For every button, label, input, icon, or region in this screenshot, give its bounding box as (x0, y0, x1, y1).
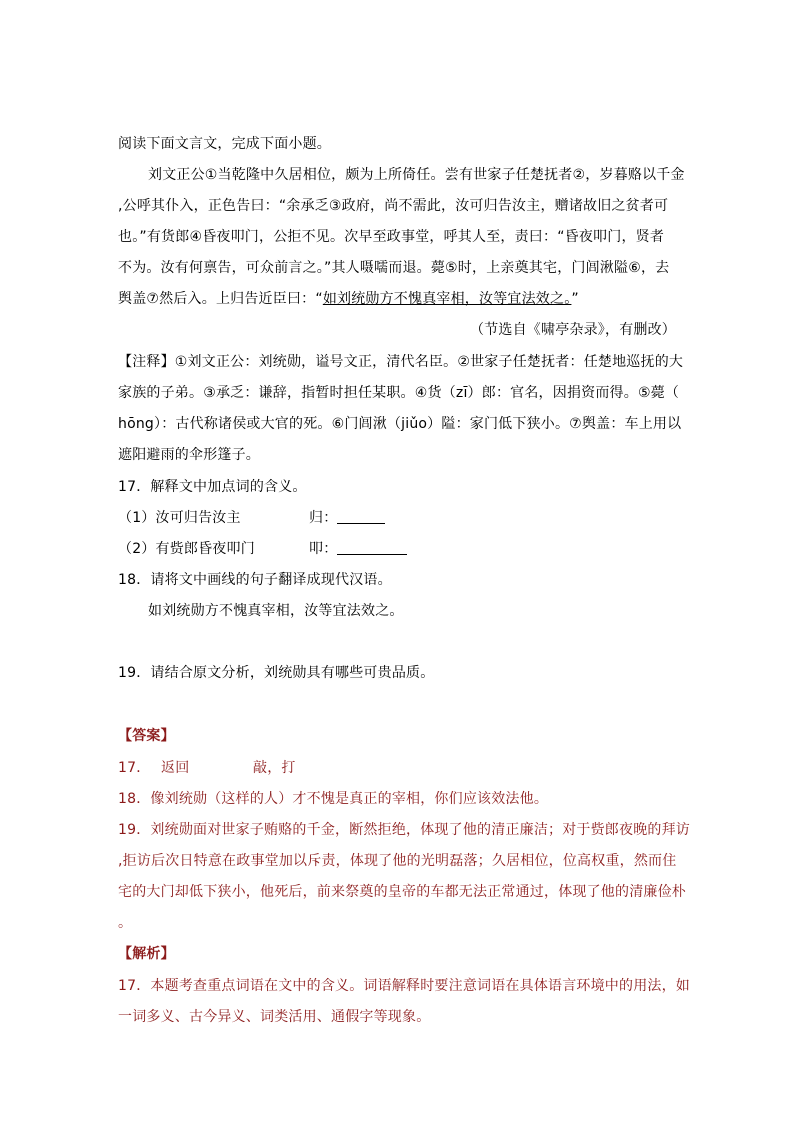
passage-text: 舆盖⑦然后入。上归告近臣曰：“ (118, 291, 323, 307)
passage-line: 刘文正公①当乾隆中久居相位，颇为上所倚任。尝有世家子任楚抚者②，岁暮赂以千金 (148, 167, 685, 183)
notes-line: 【注释】①刘文正公：刘统勋，谥号文正，清代名臣。②世家子任楚抚者：任楚地巡抚的大 (118, 354, 684, 370)
question-18-sentence: 如刘统勋方不愧真宰相，汝等宜法效之。 (148, 603, 404, 619)
notes-line: hōng）：古代称诸侯或大官的死。⑥门闾湫（jiǔo）隘：家门低下狭小。⑦舆盖：车上用以 (118, 416, 682, 432)
question-18-stem: 18．请将文中画线的句子翻译成现代汉语。 (118, 572, 392, 588)
item-answer-slot (309, 540, 407, 558)
answer-17-2: 敲，打 (253, 760, 296, 776)
question-17-item-2 (118, 540, 678, 558)
reading-instruction: 阅读下面文言文，完成下面小题。 (118, 136, 331, 152)
answer-17 (118, 759, 678, 777)
item-label: 叩： (309, 541, 338, 557)
passage-line: 不为。汝有何禀告，可众前言之。”其人嗫嚅而退。薨⑤时，上亲奠其宅，门闾湫隘⑥，去 (118, 260, 670, 276)
passage-line (118, 290, 678, 308)
notes-line: 家族的子弟。③承乏：谦辞，指暂时担任某职。④货（zī）郎：官名，因捐资而得。⑤薨（ (118, 385, 680, 401)
analysis-heading: 【解析】 (118, 946, 175, 962)
item-label: 归： (309, 510, 338, 526)
underlined-sentence: 如刘统勋方不愧真宰相，汝等宜法效之。 (322, 291, 572, 307)
answer-19-line: ,拒访后次日特意在政事堂加以斥责，体现了他的光明磊落；久居相位，位高权重，然而住 (118, 853, 677, 869)
analysis-line: 一词多义、古今异义、词类活用、通假字等现象。 (118, 1009, 431, 1025)
question-17-stem: 17．解释文中加点词的含义。 (118, 479, 307, 495)
question-19-stem: 19．请结合原文分析，刘统勋具有哪些可贵品质。 (118, 665, 435, 681)
answer-blank[interactable] (337, 509, 385, 524)
passage-line: ,公呼其仆入，正色告曰：“余承乏③政府，尚不需此，汝可归告汝主，赠诸故旧之贫者可 (118, 198, 669, 214)
passage-text: ” (571, 291, 579, 307)
passage-source: （节选自《啸亭杂录》，有删改） (470, 322, 676, 338)
answer-19-line: 。 (118, 915, 133, 931)
answer-19-line: 19．刘统勋面对世家子贿赂的千金，断然拒绝，体现了他的清正廉洁；对于赀郎夜晚的拜访 (118, 822, 691, 838)
question-17-item-1 (118, 509, 678, 527)
item-sentence: （1）汝可归告汝主 (118, 510, 241, 526)
answer-18: 18．像刘统勋（这样的人）才不愧是真正的宰相，你们应该效法他。 (118, 791, 549, 807)
answer-number: 17． (118, 760, 151, 776)
answer-heading: 【答案】 (118, 728, 175, 744)
notes-line: 遮阳避雨的伞形篷子。 (118, 447, 260, 463)
item-answer-slot (309, 509, 385, 527)
answer-17-1: 返回 (161, 760, 190, 776)
analysis-line: 17．本题考查重点词语在文中的含义。词语解释时要注意词语在具体语言环境中的用法，如 (118, 978, 691, 994)
item-sentence: （2）有赀郎昏夜叩门 (118, 541, 255, 557)
answer-19-line: 宅的大门却低下狭小，他死后，前来祭奠的皇帝的车都无法正常通过，体现了他的清廉俭朴 (118, 884, 686, 900)
answer-blank[interactable] (337, 540, 407, 555)
passage-line: 也。”有货郎④昏夜叩门，公拒不见。次早至政事堂，呼其人至，责曰：“昏夜叩门，贤者 (118, 229, 665, 245)
